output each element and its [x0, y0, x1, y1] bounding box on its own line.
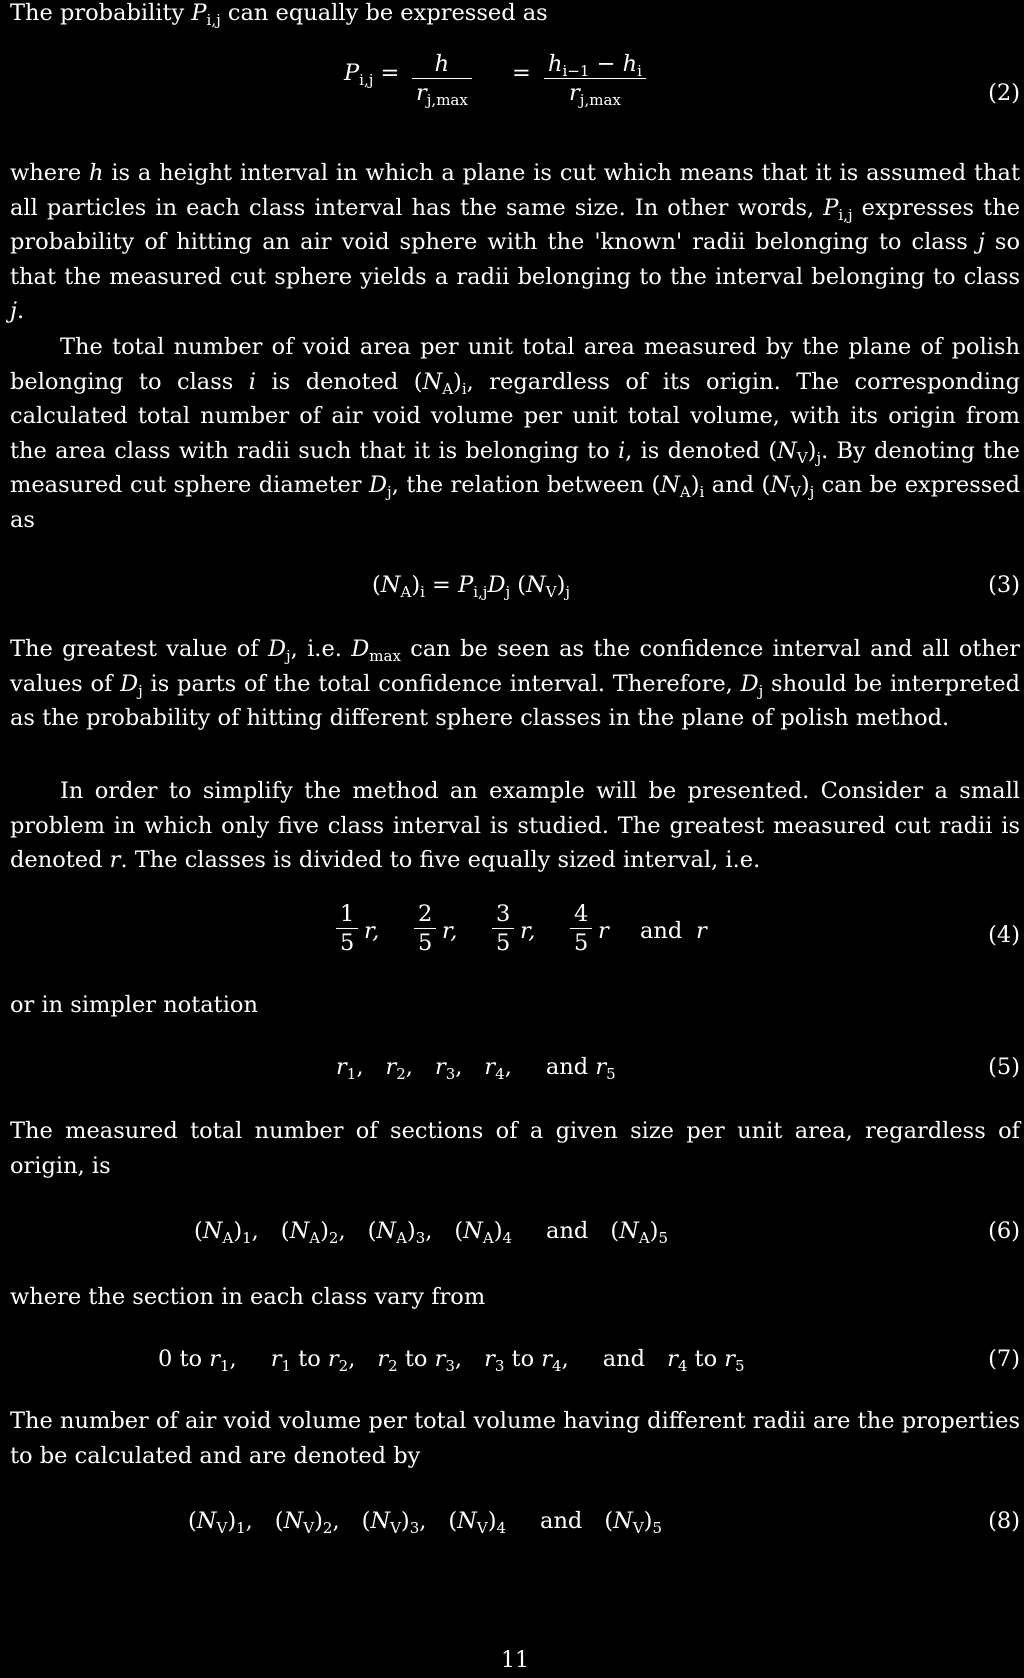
- paragraph-5: The measured total number of sections of a given size per unit area, regardless of origin, is: [10, 1118, 1020, 1179]
- equation-number-6: (6): [988, 1218, 1020, 1244]
- paragraph-1: where h is a height interval in which a plane is cut which means that it is assumed that all particles in each class interval has the same size. In other words, $P_{i,j}$ expresses the probability of hitting an air void sphere with the 'known' radii belonging to class j so that the measured cut sphere yields a radii belonging to the interval belonging to class j.: [10, 160, 1021, 325]
- simpler-notation-line: or in simpler notation: [10, 992, 258, 1018]
- equation-number-4: (4): [988, 922, 1020, 948]
- intro-line: The probability $P_{i,j}$ can equally be expressed as: [10, 0, 548, 29]
- equation-number-3: (3): [988, 572, 1020, 598]
- paragraph-2: The total number of void area per unit total area measured by the plane of polish belonging to class i is denoted $(N_A)_i$, regardless of its origin. The corresponding calculated total number of air void volume per unit total volume, with its origin from the area class with radii such that it is belonging to i, is denoted $(N_V)_j$. By denoting the measured cut sphere diameter $D_j$, the relation between $(N_A)_i$ and $(N_V)_j$ can be expressed as: [10, 334, 1021, 533]
- vary-line: where the section in each class vary from: [10, 1284, 486, 1310]
- paragraph-6: The number of air void volume per total volume having different radii are the properties to be calculated and are denoted by: [10, 1408, 1020, 1469]
- paragraph-3: The greatest value of $D_j$, i.e. $D_{max}$ can be seen as the confidence interval and all other values of $D_j$ is parts of the total confidence interval. Therefore, $D_j$ should be interpreted as the probability of hitting different sphere classes in the plane of polish method.: [10, 636, 1020, 732]
- paragraph-4: In order to simplify the method an example will be presented. Consider a small problem in which only five class interval is studied. The greatest measured cut radii is denoted r. The classes is divided to five equally sized interval, i.e.: [10, 778, 1020, 874]
- equation-number-8: (8): [988, 1508, 1020, 1534]
- page-number: 11: [501, 1648, 529, 1673]
- equation-number-2: (2): [988, 80, 1020, 106]
- equation-number-7: (7): [988, 1346, 1020, 1372]
- equation-number-5: (5): [988, 1054, 1020, 1080]
